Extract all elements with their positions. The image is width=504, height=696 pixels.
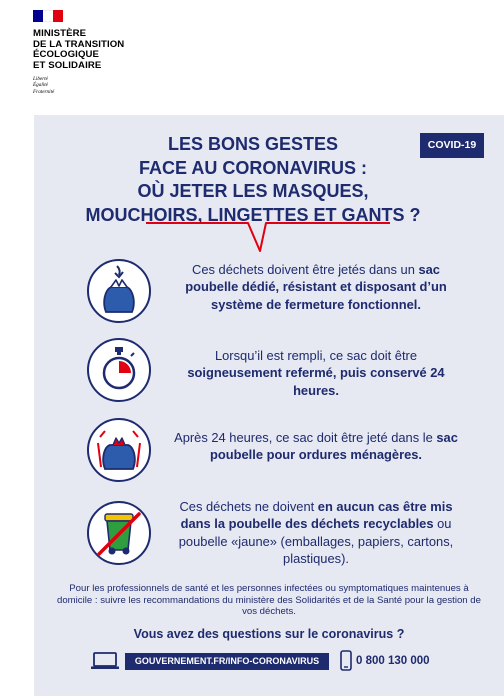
motto-line: Fraternité bbox=[33, 88, 55, 95]
flag-red-stripe bbox=[53, 10, 63, 22]
no-recycling-bin-icon bbox=[86, 500, 152, 566]
republic-motto bbox=[33, 76, 54, 95]
step-4-text-normal: Ces déchets ne doivent bbox=[179, 499, 318, 514]
speech-bubble-underline bbox=[144, 215, 392, 255]
flag-white-stripe bbox=[43, 10, 53, 22]
step-2-text-normal: Lorsqu’il est rempli, ce sac doit être bbox=[214, 348, 418, 363]
title-line: LES BONS GESTES bbox=[167, 134, 339, 154]
french-flag-logo bbox=[33, 10, 63, 22]
ministry-line: ÉCOLOGIQUE bbox=[33, 49, 100, 61]
ministry-name bbox=[33, 29, 124, 71]
step-1-text-normal: Ces déchets doivent être jetés dans un bbox=[192, 262, 419, 277]
laptop-icon bbox=[90, 652, 120, 670]
step-3-text-normal: Après 24 heures, ce sac doit être jeté dans le bbox=[174, 430, 437, 445]
questions-heading: Vous avez des questions sur le coronavirus ? bbox=[133, 627, 405, 641]
motto-line: Liberté bbox=[33, 76, 48, 82]
hotline-number[interactable]: 0 800 130 000 bbox=[356, 655, 430, 667]
phone-icon bbox=[340, 650, 352, 671]
step-3-text bbox=[172, 429, 460, 464]
health-professionals-note: Pour les professionnels de santé et les personnes infectées ou symptomatiques maintenues à domicile : suivre les recommandations du ministère des Solidarités et de la Santé pour la gestion de vos déchets. bbox=[57, 583, 481, 618]
title-line: FACE AU CORONAVIRUS : bbox=[138, 157, 367, 178]
covid-badge: COVID-19 bbox=[420, 133, 484, 158]
garbage-bag-icon bbox=[86, 258, 152, 324]
ministry-header bbox=[0, 0, 504, 112]
ministry-line: ET SOLIDAIRE bbox=[33, 59, 102, 71]
step-3-text-bold: sac poubelle pour ordures ménagères. bbox=[209, 430, 458, 463]
step-1-text-bold: sac poubelle dédié, résistant et disposant d’un système de fermeture fonctionnel. bbox=[185, 262, 447, 312]
closed-bag-icon bbox=[86, 417, 152, 483]
title-line: MOUCHOIRS, LINGETTES ET GANTS ? bbox=[85, 204, 421, 225]
motto-line: Égalité bbox=[33, 82, 48, 89]
step-4-text bbox=[172, 498, 460, 567]
government-info-link[interactable]: GOUVERNEMENT.FR/INFO-CORONAVIRUS bbox=[125, 653, 329, 670]
step-4-text-bold: en aucun cas être mis dans la poubelle des déchets recyclables bbox=[180, 499, 453, 532]
step-2-text bbox=[172, 347, 460, 399]
poster-panel bbox=[34, 115, 504, 696]
ministry-line: DE LA TRANSITION bbox=[33, 38, 125, 50]
step-4-text-normal-end: ou poubelle «jaune» (emballages, papiers, cartons, plastiques). bbox=[178, 516, 454, 566]
title-line: OÙ JETER LES MASQUES, bbox=[137, 181, 369, 201]
step-2-text-bold: soigneusement refermé, puis conservé 24 heures. bbox=[187, 365, 445, 398]
flag-blue-stripe bbox=[33, 10, 43, 22]
ministry-line: MINISTÈRE bbox=[33, 28, 87, 39]
stopwatch-icon bbox=[86, 337, 152, 403]
poster-title bbox=[68, 133, 438, 227]
step-1-text bbox=[172, 261, 460, 313]
